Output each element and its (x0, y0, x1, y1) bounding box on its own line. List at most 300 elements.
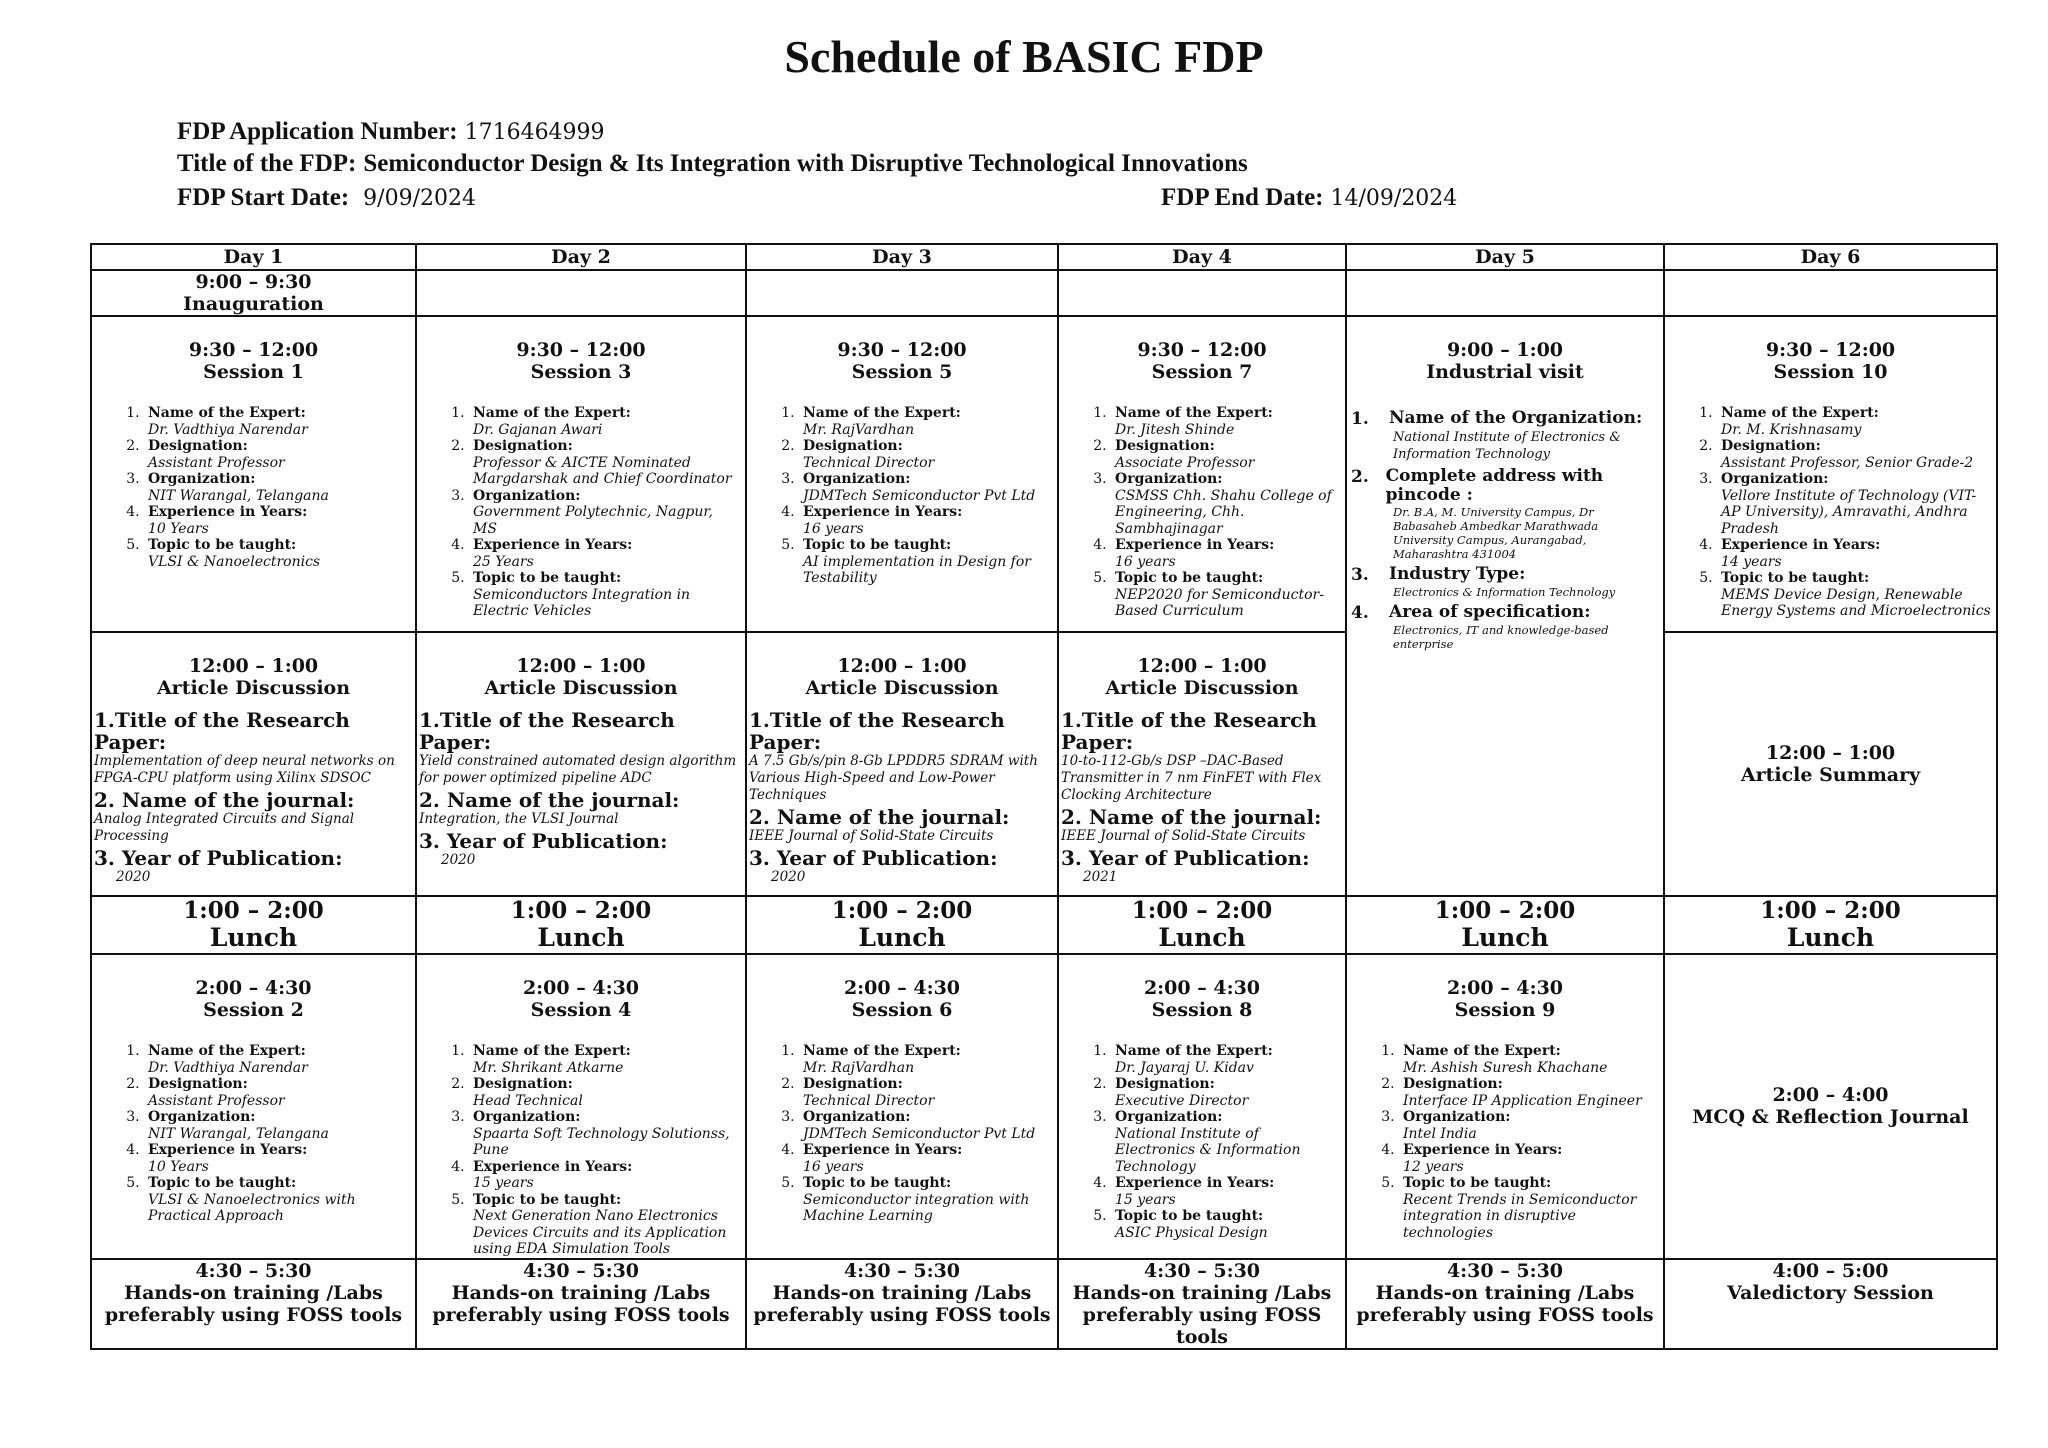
address-value: Dr. B.A, M. University Campus, Dr Babasaheb Ambedkar Marathwada University Campus, Aurangabad, Maharashtra 431004 (1393, 505, 1599, 561)
hands-on-cell (91, 1259, 416, 1349)
journal-label: 2. Name of the journal: (94, 788, 355, 812)
detail-item (144, 1175, 411, 1225)
article-details (417, 699, 745, 868)
detail-item (469, 1192, 741, 1258)
experience-value: 16 years (1115, 553, 1176, 570)
slot-time: 4:30 – 5:30 (195, 1259, 312, 1282)
organization-value: Vellore Institute of Technology (VIT-AP University), Amravathi, Andhra Pradesh (1721, 487, 1977, 537)
experience-label: 4. Experience in Years: (473, 1158, 633, 1175)
detail-item (1111, 1109, 1341, 1175)
topic-label: 5. Topic to be taught: (473, 1191, 622, 1208)
slot-title: Session 7 (1151, 361, 1253, 383)
detail-item (799, 537, 1053, 587)
topic-label: 5. Topic to be taught: (803, 537, 952, 553)
article-cell (1058, 632, 1346, 896)
session-header (92, 955, 415, 1021)
journal-label: 2. Name of the journal: (749, 805, 1010, 829)
afternoon-session-row (91, 954, 1997, 1259)
article-header (417, 633, 745, 699)
designation-label: 2. Designation: (473, 1076, 573, 1092)
article-cell (746, 632, 1058, 896)
day-header: Day 3 (746, 244, 1058, 270)
detail-item (799, 438, 1053, 471)
lunch-row (91, 896, 1997, 954)
slot-title: Hands-on training /Labs preferably using FOSS tools (432, 1281, 730, 1326)
detail-item (1111, 1043, 1341, 1076)
valedictory-cell (1664, 1259, 1997, 1349)
empty-cell (416, 270, 746, 316)
session-cell (746, 316, 1058, 632)
slot-title: Article Discussion (805, 677, 999, 699)
slot-time: 9:00 – 9:30 (195, 271, 312, 293)
detail-item (799, 1109, 1053, 1142)
detail-item (144, 537, 411, 570)
designation-value: Technical Director (803, 454, 935, 471)
industry-type-value: Electronics & Information Technology (1393, 585, 1616, 599)
designation-value: Head Technical (473, 1092, 583, 1109)
experience-value: 12 years (1403, 1158, 1464, 1175)
detail-item (1717, 438, 1992, 471)
detail-item (1399, 1142, 1659, 1175)
slot-time: 12:00 – 1:00 (188, 655, 319, 677)
topic-value: VLSI & Nanoelectronics (148, 553, 321, 570)
session-cell (91, 316, 416, 632)
industrial-visit-details: 1. Name of the Organization: National Institute of Electronics & Information Technology 2. Complete address with pincode : Dr. B.A, M. University Campus, Dr Babasaheb Ambedkar Marathwada University Campus, Aurangabad, Maharashtra 431004 3. Industry Type: Electronics & Information Technology 4. Area of specification: Electronics, IT and knowledge-based enterprise (1347, 383, 1663, 651)
day-header-row (91, 244, 1997, 270)
session-details (1081, 1043, 1341, 1241)
slot-title: Session 6 (851, 999, 953, 1021)
slot-title: MCQ & Reflection Journal (1692, 1106, 1969, 1129)
organization-label: 3. Organization: (1115, 1109, 1223, 1125)
organization-label: 3. Organization: (1403, 1109, 1511, 1125)
expert-name-label: 1. Name of the Expert: (1721, 405, 1879, 421)
topic-label: 5. Topic to be taught: (148, 1175, 297, 1191)
hands-on-cell (1058, 1259, 1346, 1349)
session-header (417, 317, 745, 383)
slot-time: 9:30 – 12:00 (1137, 339, 1267, 361)
slot-time: 12:00 – 1:00 (516, 655, 646, 677)
detail-item (1111, 1076, 1341, 1109)
journal-value: Integration, the VLSI Journal (419, 811, 619, 827)
detail-item (469, 488, 741, 538)
year-label: 3. Year of Publication: (419, 829, 668, 853)
year-value: 2020 (441, 852, 476, 868)
topic-value: Semiconductor integration with Machine Learning (803, 1191, 1030, 1224)
organization-label: 3. Organization: (803, 471, 911, 487)
expert-name-value: Mr. RajVardhan (803, 1059, 915, 1076)
empty-cell (1346, 270, 1664, 316)
expert-name-value: Dr. Vadthiya Narendar (148, 421, 308, 438)
topic-label: 5. Topic to be taught: (1115, 570, 1264, 586)
designation-label: 2. Designation: (148, 438, 248, 454)
detail-item (144, 504, 411, 537)
document-title: Schedule of BASIC FDP (784, 31, 1264, 82)
detail-item (1717, 537, 1992, 570)
session-header (747, 317, 1057, 383)
industry-type-label: Industry Type: (1389, 564, 1526, 584)
session-cell (91, 954, 416, 1259)
lunch-label: Lunch (1461, 923, 1549, 952)
session-details (1369, 1043, 1659, 1241)
lunch-label: Lunch (1786, 923, 1875, 952)
area-label: Area of specification: (1389, 602, 1591, 622)
schedule-table (90, 243, 1998, 1350)
journal-value: IEEE Journal of Solid-State Circuits (1061, 828, 1306, 844)
slot-title: Hands-on training /Labs preferably using FOSS tools (1072, 1281, 1332, 1348)
session-details (439, 1043, 741, 1258)
organization-label: 3. Organization: (473, 1109, 581, 1125)
slot-title: Session 2 (203, 999, 304, 1021)
slot-time: 9:30 – 12:00 (516, 339, 646, 361)
session-cell (416, 954, 746, 1259)
lunch-time: 1:00 – 2:00 (1760, 897, 1901, 924)
slot-title: Article Discussion (156, 677, 351, 699)
fdp-title-line (177, 150, 1248, 178)
lunch-label: Lunch (1158, 923, 1246, 952)
topic-value: Semiconductors Integration in Electric Vehicles (473, 586, 691, 619)
experience-value: 10 Years (148, 520, 209, 537)
expert-name-label: 1. Name of the Expert: (473, 405, 631, 421)
expert-name-label: 1. Name of the Expert: (1403, 1043, 1561, 1059)
slot-title: Inauguration (183, 293, 324, 315)
organization-label: 3. Organization: (148, 471, 256, 487)
detail-item (1111, 570, 1341, 620)
experience-value: 15 years (473, 1175, 534, 1191)
experience-label: 4. Experience in Years: (148, 1142, 308, 1158)
org-label: Name of the Organization: (1389, 408, 1643, 428)
designation-value: Assistant Professor (148, 1092, 285, 1109)
lunch-label: Lunch (537, 923, 625, 952)
application-number-label: FDP Application Number: (177, 118, 458, 145)
article-cell (416, 632, 746, 896)
expert-name-value: Dr. Jayaraj U. Kidav (1115, 1059, 1254, 1076)
detail-item (469, 1043, 741, 1076)
detail-item (469, 537, 741, 570)
application-number-value: 1716464999 (464, 120, 605, 145)
slot-title: Session 4 (530, 999, 632, 1021)
inauguration-cell (91, 270, 416, 316)
lunch-cell (1346, 896, 1664, 954)
detail-item (1717, 471, 1992, 537)
slot-time: 2:00 – 4:30 (1446, 977, 1564, 999)
organization-label: 3. Organization: (148, 1109, 256, 1125)
mcq-reflection (1665, 1084, 1996, 1128)
topic-value: MEMS Device Design, Renewable Energy Systems and Microelectronics (1721, 586, 1991, 619)
journal-value: IEEE Journal of Solid-State Circuits (749, 828, 994, 844)
slot-time: 2:00 – 4:30 (195, 977, 312, 999)
organization-value: JDMTech Semiconductor Pvt Ltd (803, 487, 1036, 504)
lunch-time: 1:00 – 2:00 (831, 897, 973, 924)
journal-label: 2. Name of the journal: (419, 788, 680, 812)
day-header: Day 6 (1664, 244, 1997, 270)
detail-item (799, 1175, 1053, 1225)
lunch-cell (416, 896, 746, 954)
slot-time: 9:30 – 12:00 (1765, 339, 1896, 361)
area-value: Electronics, IT and knowledge-based enterprise (1393, 623, 1609, 651)
lunch-time: 1:00 – 2:00 (1434, 897, 1576, 924)
start-date-value: 9/09/2024 (363, 186, 476, 211)
year-value: 2021 (1083, 869, 1118, 885)
article-summary-cell (1664, 632, 1997, 896)
experience-value: 14 years (1721, 553, 1782, 570)
expert-name-value: Mr. RajVardhan (803, 421, 915, 438)
experience-value: 16 years (803, 1158, 864, 1175)
empty-cell (1664, 270, 1997, 316)
experience-label: 4. Experience in Years: (473, 537, 633, 553)
detail-item (1111, 537, 1341, 570)
designation-label: 2. Designation: (803, 438, 903, 454)
topic-value: AI implementation in Design for Testability (803, 553, 1031, 586)
lunch-time: 1:00 – 2:00 (183, 897, 324, 924)
day-header: Day 4 (1058, 244, 1346, 270)
organization-value: National Institute of Electronics & Information Technology (1115, 1125, 1301, 1175)
slot-title: Article Summary (1740, 764, 1921, 786)
org-value: National Institute of Electronics & Information Technology (1393, 430, 1621, 462)
designation-value: Assistant Professor (148, 454, 285, 471)
session-cell (1058, 316, 1346, 632)
designation-label: 2. Designation: (803, 1076, 903, 1092)
detail-item (1717, 570, 1992, 620)
mcq-cell (1664, 954, 1997, 1259)
experience-label: 4. Experience in Years: (148, 504, 308, 520)
detail-item (1111, 1175, 1341, 1208)
slot-time: 2:00 – 4:30 (1143, 977, 1261, 999)
designation-value: Interface IP Application Engineer (1403, 1092, 1642, 1109)
expert-name-label: 1. Name of the Expert: (148, 1043, 306, 1059)
session-cell (746, 954, 1058, 1259)
slot-time: 12:00 – 1:00 (1137, 655, 1267, 677)
designation-label: 2. Designation: (1721, 438, 1821, 454)
designation-value: Assistant Professor, Senior Grade-2 (1721, 454, 1974, 471)
slot-title: Session 1 (203, 361, 304, 383)
slot-time: 4:30 – 5:30 (1143, 1259, 1261, 1282)
fdp-title-value: Semiconductor Design & Its Integration with Disruptive Technological Innovations (363, 150, 1248, 177)
year-value: 2020 (116, 869, 151, 885)
organization-value: Intel India (1403, 1125, 1477, 1142)
expert-name-label: 1. Name of the Expert: (148, 405, 306, 421)
detail-item (144, 438, 411, 471)
detail-item (1399, 1109, 1659, 1142)
start-date-line (177, 184, 476, 212)
topic-label: 5. Topic to be taught: (1115, 1208, 1264, 1224)
detail-item (1111, 1208, 1341, 1241)
lunch-label: Lunch (858, 923, 946, 952)
slot-title: Session 8 (1151, 999, 1253, 1021)
detail-item (799, 1142, 1053, 1175)
lunch-cell (1664, 896, 1997, 954)
detail-item (144, 1076, 411, 1109)
session-header (1059, 955, 1345, 1021)
topic-label: 5. Topic to be taught: (1721, 570, 1870, 586)
expert-name-value: Mr. Shrikant Atkarne (473, 1059, 624, 1076)
designation-label: 2. Designation: (1403, 1076, 1503, 1092)
slot-title: Session 5 (851, 361, 953, 383)
experience-value: 25 Years (473, 553, 534, 570)
organization-value: NIT Warangal, Telangana (148, 487, 329, 504)
experience-label: 4. Experience in Years: (803, 504, 963, 520)
slot-title: Session 9 (1454, 999, 1556, 1021)
session-cell (1346, 954, 1664, 1259)
application-number-line (177, 118, 605, 146)
empty-cell (1058, 270, 1346, 316)
session-details (114, 1043, 411, 1225)
session-header (92, 317, 415, 383)
topic-value: ASIC Physical Design (1115, 1224, 1268, 1241)
designation-label: 2. Designation: (148, 1076, 248, 1092)
slot-time: 9:00 – 1:00 (1446, 339, 1564, 361)
session-details (1081, 405, 1341, 620)
expert-name-value: Dr. M. Krishnasamy (1721, 421, 1862, 438)
experience-value: 16 years (803, 520, 864, 537)
end-date-line (1161, 184, 1457, 212)
paper-title-value: A 7.5 Gb/s/pin 8-Gb LPDDR5 SDRAM with Various High-Speed and Low-Power Techniques (749, 753, 1038, 803)
session-cell (416, 316, 746, 632)
article-details (747, 699, 1057, 885)
detail-item (799, 1076, 1053, 1109)
end-date-label: FDP End Date: (1161, 184, 1324, 211)
experience-label: 4. Experience in Years: (1115, 1175, 1275, 1191)
slot-title: Hands-on training /Labs preferably using FOSS tools (104, 1281, 403, 1326)
journal-label: 2. Name of the journal: (1061, 805, 1322, 829)
slot-time: 4:00 – 5:00 (1772, 1259, 1889, 1282)
session-details (769, 1043, 1053, 1225)
expert-name-label: 1. Name of the Expert: (803, 1043, 961, 1059)
topic-value: VLSI & Nanoelectronics with Practical Approach (148, 1191, 356, 1224)
hands-on-cell (416, 1259, 746, 1349)
expert-name-value: Dr. Vadthiya Narendar (148, 1059, 308, 1076)
detail-item (1399, 1043, 1659, 1076)
detail-item (1399, 1076, 1659, 1109)
slot-time: 2:00 – 4:30 (843, 977, 961, 999)
expert-name-value: Mr. Ashish Suresh Khachane (1403, 1059, 1608, 1076)
end-date-value: 14/09/2024 (1330, 186, 1458, 211)
journal-value: Analog Integrated Circuits and Signal Processing (94, 811, 355, 844)
detail-item (144, 405, 411, 438)
lunch-cell (91, 896, 416, 954)
article-details (92, 699, 415, 885)
designation-label: 2. Designation: (473, 438, 573, 454)
detail-item (469, 1159, 741, 1192)
paper-title-value: Yield constrained automated design algorithm for power optimized pipeline ADC (419, 753, 737, 786)
lunch-time: 1:00 – 2:00 (510, 897, 652, 924)
topic-value: Recent Trends in Semiconductor integration in disruptive technologies (1403, 1191, 1637, 1241)
session-header (1347, 955, 1663, 1021)
detail-item (799, 1043, 1053, 1076)
paper-title-value: 10-to-112-Gb/s DSP –DAC-Based Transmitter in 7 nm FinFET with Flex Clocking Architecture (1061, 753, 1322, 803)
slot-title: Article Discussion (484, 677, 678, 699)
hands-on-cell (746, 1259, 1058, 1349)
slot-time: 12:00 – 1:00 (1765, 742, 1896, 764)
empty-cell (746, 270, 1058, 316)
slot-time: 4:30 – 5:30 (522, 1259, 640, 1282)
detail-item (1717, 405, 1992, 438)
slot-title: Valedictory Session (1727, 1281, 1934, 1304)
article-header (92, 633, 415, 699)
address-label: Complete address with pincode : (1385, 466, 1604, 505)
detail-item (144, 1043, 411, 1076)
article-row (91, 632, 1997, 896)
session-details (1687, 405, 1992, 620)
detail-item (144, 1142, 411, 1175)
detail-item (144, 1109, 411, 1142)
detail-item (1111, 438, 1341, 471)
industrial-visit-cell (1346, 316, 1664, 896)
session-header (747, 955, 1057, 1021)
detail-item (1111, 471, 1341, 537)
experience-label: 4. Experience in Years: (1115, 537, 1275, 553)
detail-item (799, 405, 1053, 438)
year-label: 3. Year of Publication: (1061, 846, 1310, 870)
detail-item (469, 405, 741, 438)
detail-item (144, 471, 411, 504)
slot-time: 12:00 – 1:00 (837, 655, 967, 677)
expert-name-value: Dr. Gajanan Awari (473, 421, 603, 438)
slot-title: Hands-on training /Labs preferably using FOSS tools (1356, 1281, 1654, 1326)
designation-label: 2. Designation: (1115, 438, 1215, 454)
designation-value: Executive Director (1115, 1092, 1249, 1109)
paper-title-label: 1.Title of the Research Paper: (749, 708, 1005, 754)
expert-name-value: Dr. Jitesh Shinde (1115, 421, 1235, 438)
start-date-label: FDP Start Date: (177, 184, 350, 211)
paper-title-value: Implementation of deep neural networks on FPGA-CPU platform using Xilinx SDSOC (94, 753, 395, 786)
slot-title: Industrial visit (1426, 361, 1584, 383)
experience-label: 4. Experience in Years: (803, 1142, 963, 1158)
topic-value: NEP2020 for Semiconductor-Based Curriculum (1115, 586, 1324, 619)
morning-session-row (91, 316, 1997, 632)
slot-time: 9:30 – 12:00 (837, 339, 967, 361)
slot-time: 2:00 – 4:30 (522, 977, 640, 999)
slot-title: Session 3 (530, 361, 632, 383)
organization-value: Government Polytechnic, Nagpur, MS (473, 504, 713, 537)
day-header: Day 5 (1346, 244, 1664, 270)
detail-item (799, 471, 1053, 504)
day-header: Day 2 (416, 244, 746, 270)
detail-item (799, 504, 1053, 537)
slot-time: 2:00 – 4:00 (1772, 1084, 1889, 1107)
detail-item (469, 1109, 741, 1159)
year-label: 3. Year of Publication: (94, 846, 343, 870)
fdp-title-label: Title of the FDP: (177, 150, 357, 177)
slot-title: Article Discussion (1105, 677, 1299, 699)
session-cell (1058, 954, 1346, 1259)
year-label: 3. Year of Publication: (749, 846, 998, 870)
designation-value: Professor & AICTE Nominated Margdarshak and Chief Coordinator (473, 454, 732, 487)
organization-value: Spaarta Soft Technology Solutionss, Pune (473, 1125, 730, 1158)
slot-time: 4:30 – 5:30 (1446, 1259, 1564, 1282)
lunch-cell (746, 896, 1058, 954)
session-header (417, 955, 745, 1021)
article-header (747, 633, 1057, 699)
organization-label: 3. Organization: (803, 1109, 911, 1125)
paper-title-label: 1.Title of the Research Paper: (1061, 708, 1317, 754)
lunch-cell (1058, 896, 1346, 954)
session-header (1059, 317, 1345, 383)
detail-item (469, 1076, 741, 1109)
article-cell (91, 632, 416, 896)
detail-item (469, 570, 741, 620)
lunch-label: Lunch (209, 923, 298, 952)
experience-value: 15 years (1115, 1191, 1176, 1208)
organization-label: 3. Organization: (473, 487, 581, 504)
hands-on-cell (1346, 1259, 1664, 1349)
slot-time: 4:30 – 5:30 (843, 1259, 961, 1282)
experience-label: 4. Experience in Years: (1403, 1142, 1563, 1158)
session-cell (1664, 316, 1997, 632)
article-summary (1665, 742, 1996, 786)
slot-title: Session 10 (1773, 361, 1888, 383)
slot-time: 9:30 – 12:00 (188, 339, 319, 361)
session-details (439, 405, 741, 620)
